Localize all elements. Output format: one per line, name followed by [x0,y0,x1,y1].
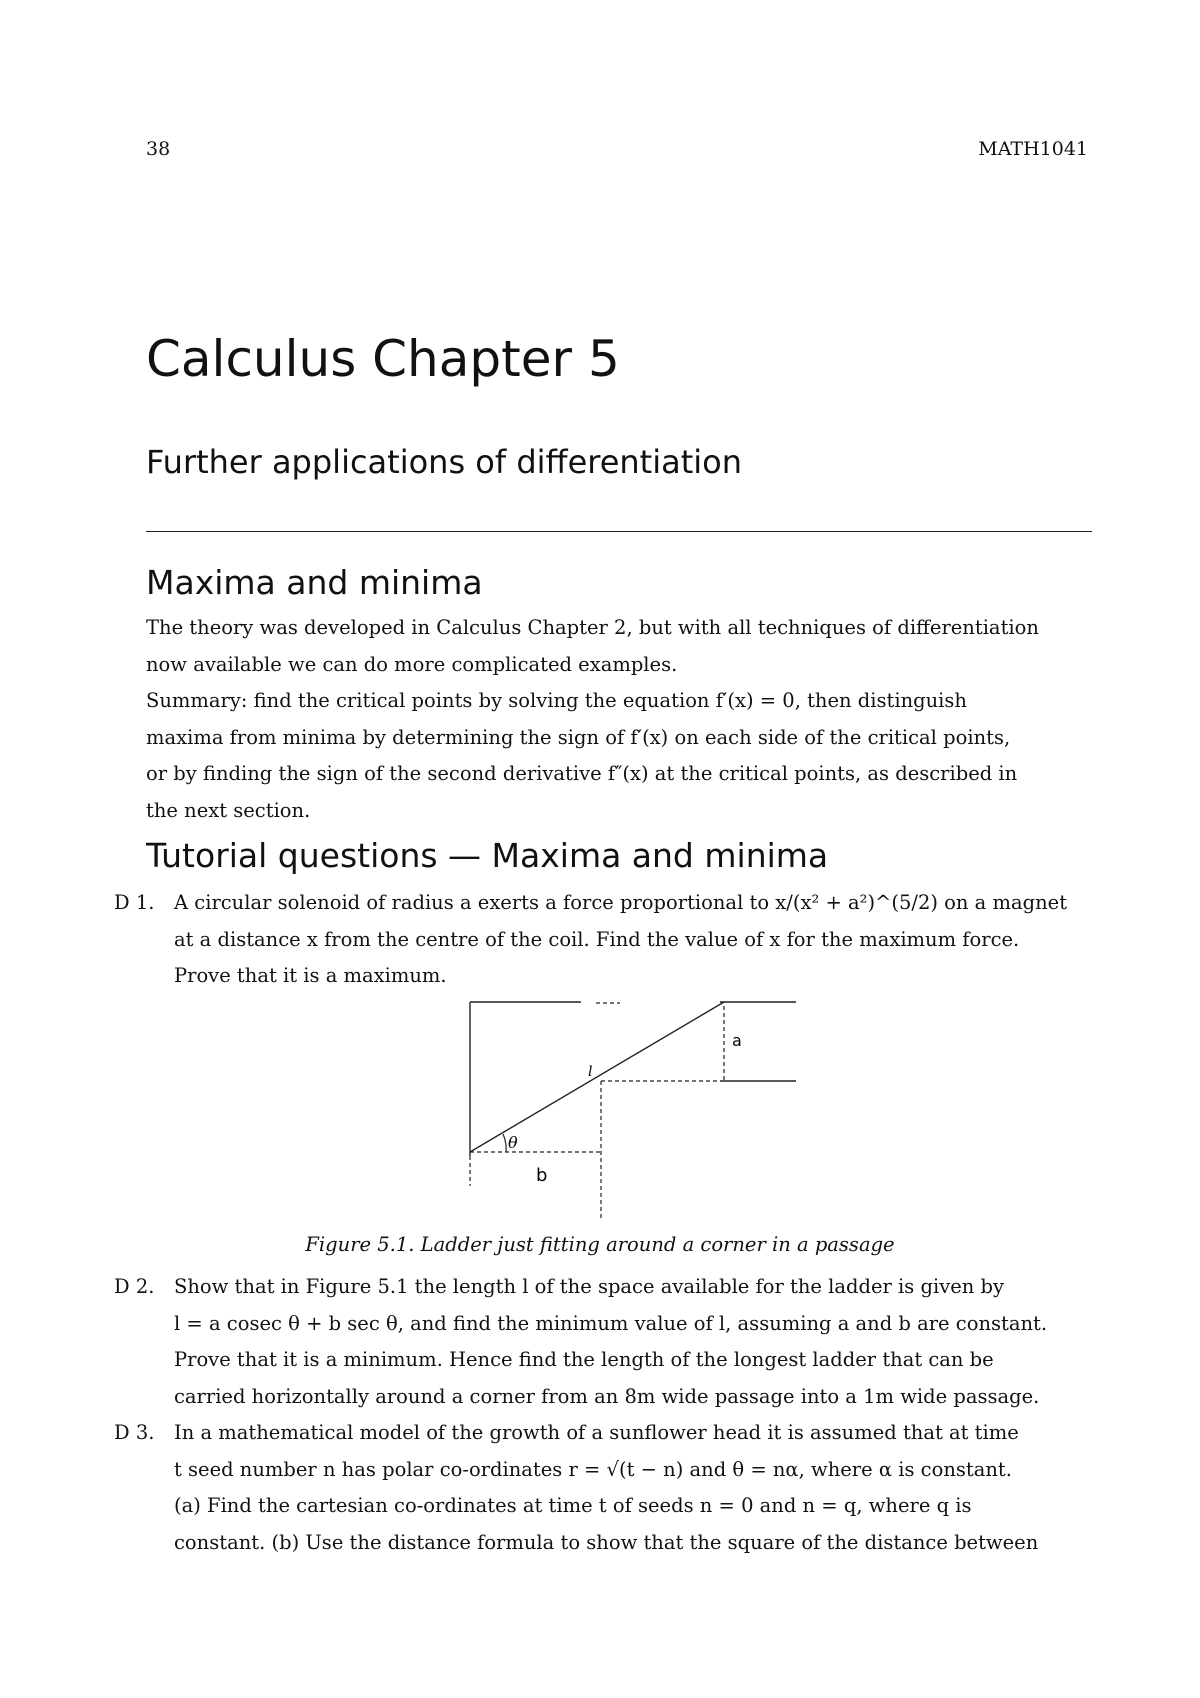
question-line: Show that in Figure 5.1 the length l of the space available for the ladder is given by [174,1275,1005,1298]
question-line: In a mathematical model of the growth of a sunflower head it is assumed that at time [174,1421,1019,1444]
question-label: D 2. [114,1275,155,1298]
question-line: t seed number n has polar co-ordinates r = √(t − n) and θ = nα, where α is constant. [174,1457,1012,1481]
question-label: D 3. [114,1421,155,1444]
section-heading-maxima: Maxima and minima [146,563,483,602]
question-line: constant. (b) Use the distance formula to show that the square of the distance between [174,1530,1039,1554]
question-line: Prove that it is a maximum. [174,964,447,987]
label-l: l [588,1064,593,1080]
label-b: b [536,1165,548,1186]
chapter-subtitle: Further applications of differentiation [146,443,743,481]
summary-line: or by finding the sign of the second derivative f″(x) at the critical points, as described in [146,762,1018,785]
ladder-corner-figure [466,996,796,1218]
intro-paragraph [146,610,1092,683]
chapter-divider [146,531,1092,532]
question-line: l = a cosec θ + b sec θ, and find the minimum value of l, assuming a and b are constant. [174,1311,1048,1335]
course-code: MATH1041 [978,138,1088,160]
question-line: at a distance x from the centre of the coil. Find the value of x for the maximum force. [174,927,1020,951]
page-number: 38 [146,138,171,160]
intro-line: now available we can do more complicated examples. [146,652,678,676]
chapter-title: Calculus Chapter 5 [146,330,620,388]
figure-caption: Figure 5.1. Ladder just fitting around a corner in a passage [305,1233,895,1256]
question-line: carried horizontally around a corner from an 8m wide passage into a 1m wide passage. [174,1384,1040,1408]
question-line: (a) Find the cartesian co-ordinates at time t of seeds n = 0 and n = q, where q is [174,1494,972,1517]
question-line: A circular solenoid of radius a exerts a force proportional to x/(x² + a²)^(5/2) on a magnet [174,891,1068,914]
label-theta: θ [508,1133,518,1152]
question-d1 [114,885,1092,995]
intro-line: The theory was developed in Calculus Chapter 2, but with all techniques of differentiation [146,616,1039,639]
angle-arc [503,1134,506,1152]
question-d2 [114,1269,1092,1415]
question-d3 [114,1415,1092,1561]
summary-line: Summary: find the critical points by solving the equation f′(x) = 0, then distinguish [146,689,967,712]
section-heading-tutorial: Tutorial questions — Maxima and minima [146,836,829,875]
question-label: D 1. [114,891,155,914]
label-a: a [732,1031,742,1050]
summary-paragraph [146,683,1092,829]
question-line: Prove that it is a minimum. Hence find the length of the longest ladder that can be [174,1348,994,1371]
summary-line: maxima from minima by determining the sign of f′(x) on each side of the critical points, [146,725,1011,749]
ladder-line [470,1002,724,1152]
summary-line: the next section. [146,798,311,822]
